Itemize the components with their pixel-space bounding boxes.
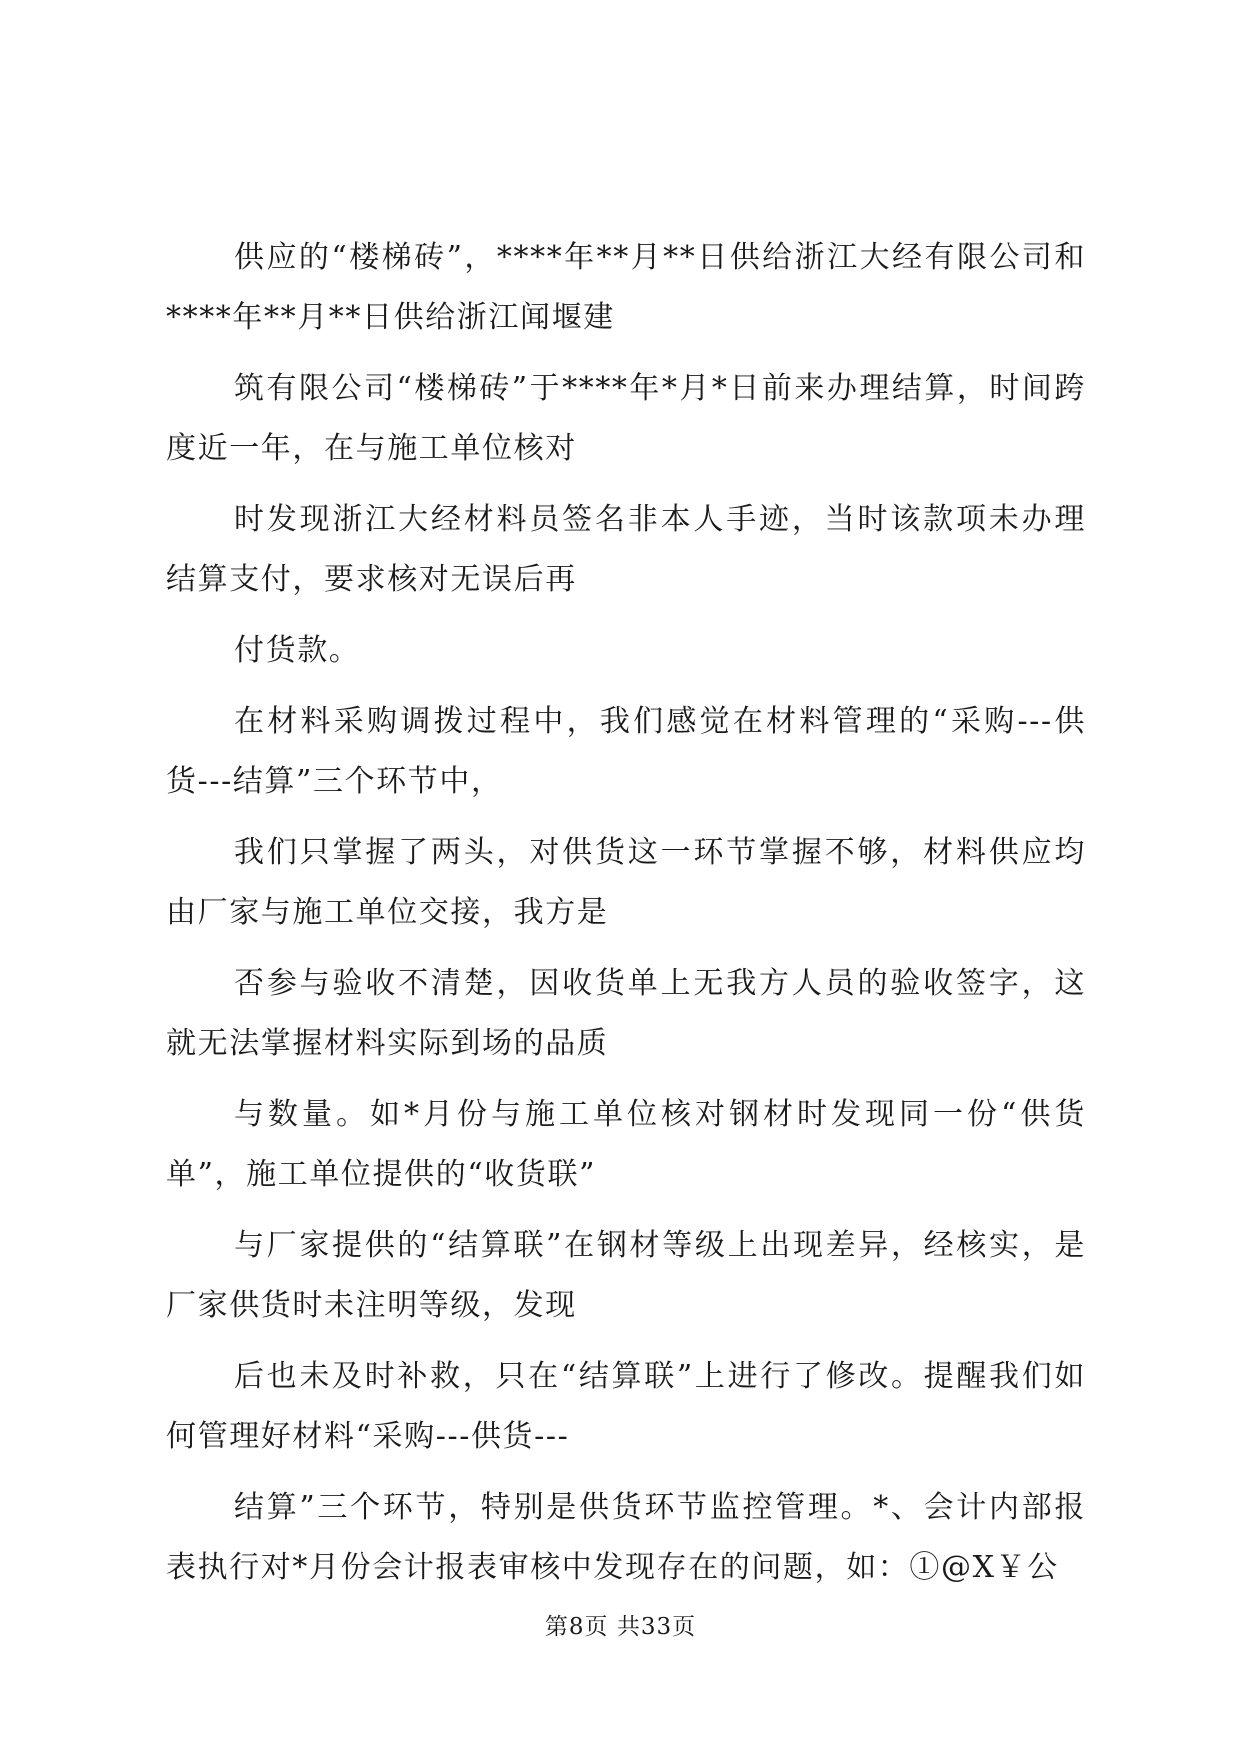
paragraph-6: 我们只掌握了两头，对供货这一环节掌握不够，材料供应均由厂家与施工单位交接，我方是 (166, 835, 1086, 930)
paragraph-7: 否参与验收不清楚，因收货单上无我方人员的验收签字，这就无法掌握材料实际到场的品质 (166, 966, 1086, 1061)
paragraph-11: 结算”三个环节，特别是供货环节监控管理。*、会计内部报表执行对*月份会计报表审核中发现存在的问题，如：①@X￥公 (166, 1490, 1086, 1585)
page-footer (0, 1608, 1241, 1641)
paragraph-4: 付货款。 (234, 633, 361, 668)
page-number-label: 第8页 共33页 (544, 1614, 697, 1640)
paragraph-9: 与厂家提供的“结算联”在钢材等级上出现差异，经核实，是厂家供货时未注明等级，发现 (166, 1228, 1086, 1323)
paragraph-1: 供应的“楼梯砖”，****年**月**日供给浙江大经有限公司和****年**月**日供给浙江闻堰建 (166, 240, 1086, 335)
paragraph-10: 后也未及时补救，只在“结算联”上进行了修改。提醒我们如何管理好材料“采购---供货--- (166, 1359, 1086, 1454)
paragraph-3: 时发现浙江大经材料员签名非本人手迹，当时该款项未办理结算支付，要求核对无误后再 (166, 502, 1086, 597)
document-body (166, 228, 1086, 1609)
paragraph-5: 在材料采购调拨过程中，我们感觉在材料管理的“采购---供货---结算”三个环节中， (166, 704, 1086, 799)
paragraph-2: 筑有限公司“楼梯砖”于****年*月*日前来办理结算，时间跨度近一年，在与施工单位核对 (166, 371, 1086, 466)
paragraph-8: 与数量。如*月份与施工单位核对钢材时发现同一份“供货单”，施工单位提供的“收货联” (166, 1097, 1086, 1192)
